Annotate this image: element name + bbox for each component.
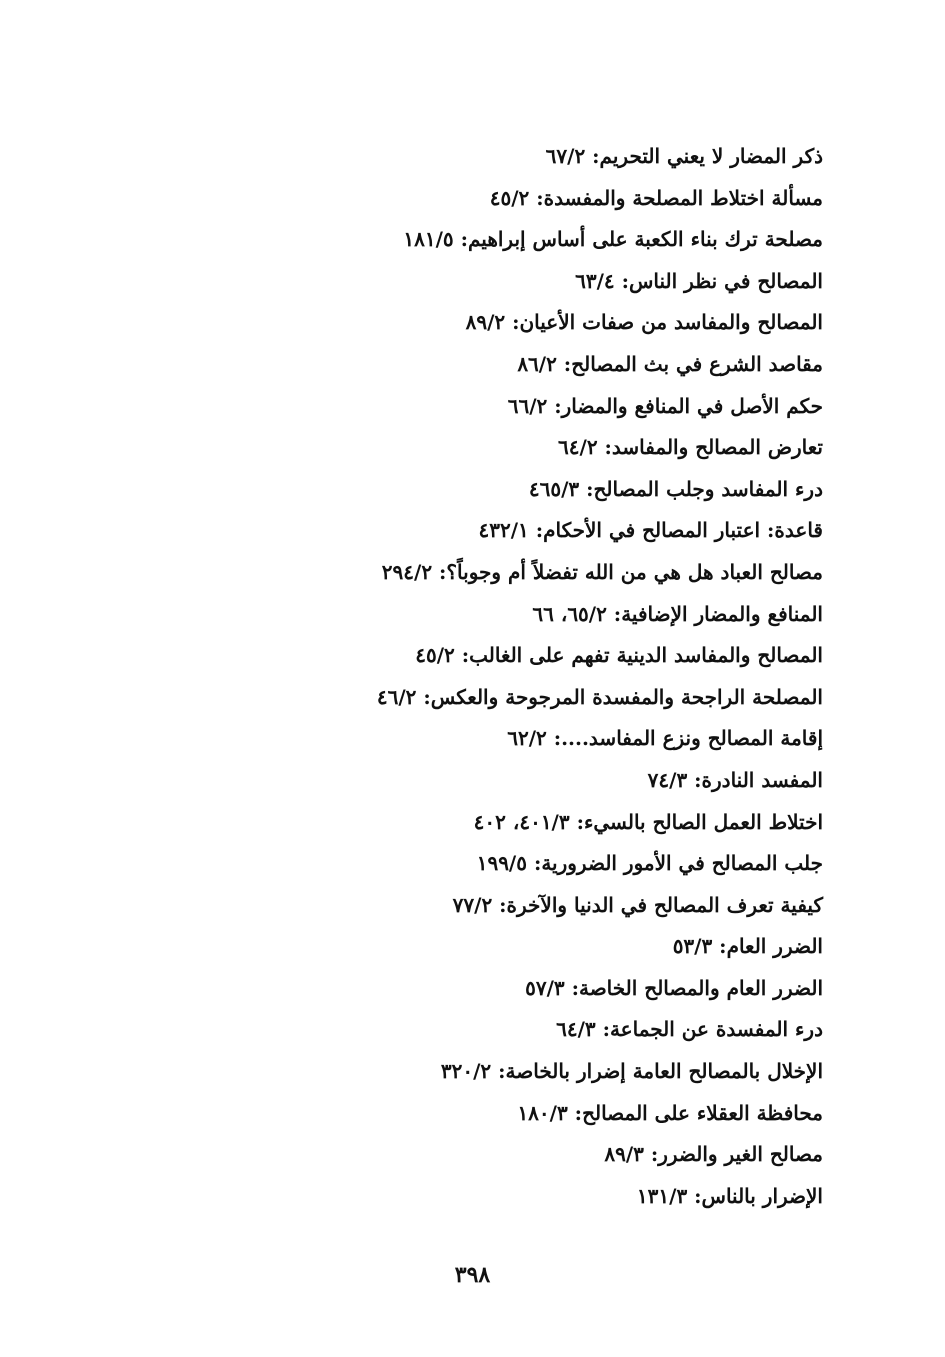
index-entry-list [303, 136, 823, 1217]
index-entry: محافظة العقلاء على المصالح: ١٨٠/٣ [517, 1100, 823, 1125]
index-entry: اختلاط العمل الصالح بالسيء: ٤٠١/٣، ٤٠٢ [473, 809, 823, 834]
page-number: ٣٩٨ [454, 1262, 491, 1288]
index-entry: إقامة المصالح ونزع المفاسد....: ٦٢/٢ [507, 726, 823, 751]
index-entry: المصلحة الراجحة والمفسدة المرجوحة والعكس: ٤٦/٢ [376, 684, 823, 709]
index-entry: المفسد النادرة: ٧٤/٣ [647, 767, 823, 792]
index-entry: الضرر العام: ٥٣/٣ [672, 934, 823, 959]
index-entry: تعارض المصالح والمفاسد: ٦٤/٢ [558, 435, 823, 460]
index-entry: درء المفاسد وجلب المصالح: ٤٦٥/٣ [528, 476, 823, 501]
index-entry: الإخلال بالمصالح العامة إضرار بالخاصة: ٣٢٠/٢ [440, 1059, 823, 1084]
index-entry: قاعدة: اعتبار المصالح في الأحكام: ٤٣٢/١ [478, 518, 823, 543]
index-entry: الضرر العام والمصالح الخاصة: ٥٧/٣ [525, 975, 823, 1000]
index-entry: المصالح والمفاسد الدينية تفهم على الغالب: ٤٥/٢ [415, 643, 823, 668]
index-entry: حكم الأصل في المنافع والمضار: ٦٦/٢ [507, 393, 823, 418]
index-entry: الإضرار بالناس: ١٣١/٣ [636, 1183, 823, 1208]
index-entry: درء المفسدة عن الجماعة: ٦٤/٣ [556, 1017, 823, 1042]
index-entry: مصالح الغير والضرر: ٨٩/٣ [604, 1142, 823, 1167]
index-entry: جلب المصالح في الأمور الضرورية: ١٩٩/٥ [476, 851, 823, 876]
index-entry: كيفية تعرف المصالح في الدنيا والآخرة: ٧٧/٢ [452, 892, 823, 917]
index-entry: مصالح العباد هل هي من الله تفضلاً أم وجوباً؟: ٢٩٤/٢ [381, 559, 823, 584]
index-entry: المنافع والمضار الإضافية: ٦٥/٢، ٦٦ [532, 601, 823, 626]
index-entry: مقاصد الشرع في بث المصالح: ٨٦/٢ [517, 351, 823, 376]
index-entry: مسألة اختلاط المصلحة والمفسدة: ٤٥/٢ [489, 185, 823, 210]
index-entry: ذكر المضار لا يعني التحريم: ٦٧/٢ [545, 144, 823, 168]
index-entry: مصلحة ترك بناء الكعبة على أساس إبراهيم: ١٨١/٥ [403, 227, 823, 252]
index-entry: المصالح في نظر الناس: ٦٣/٤ [575, 268, 823, 293]
index-entry: المصالح والمفاسد من صفات الأعيان: ٨٩/٢ [465, 310, 823, 335]
